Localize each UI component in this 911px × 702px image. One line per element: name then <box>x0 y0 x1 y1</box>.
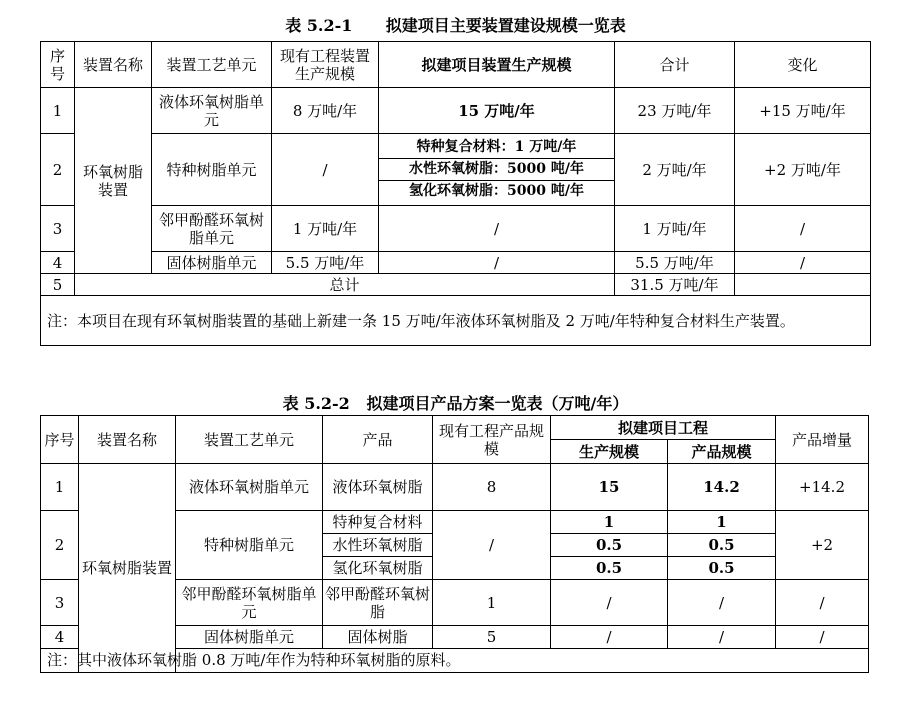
row-change: / <box>735 206 871 252</box>
table2-caption: 表 5.2-2 拟建项目产品方案一览表（万吨/年） <box>282 394 629 413</box>
row-existing: 8 <box>433 464 551 511</box>
row-change: +2 万吨/年 <box>735 134 871 206</box>
row-proposed: 15 万吨/年 <box>379 88 615 134</box>
header-device: 装置名称 <box>75 42 152 88</box>
row-product: 氢化环氧树脂 <box>323 557 433 580</box>
device-name: 环氧树脂装置 <box>79 464 176 673</box>
row-total: 23 万吨/年 <box>615 88 735 134</box>
row-unit: 特种树脂单元 <box>176 511 323 580</box>
row-product-scale: 1 <box>668 511 776 534</box>
row-proposed: / <box>379 252 615 274</box>
row-prod-scale: 1 <box>551 511 668 534</box>
table1-caption: 表 5.2-1 拟建项目主要装置建设规模一览表 <box>285 16 626 35</box>
row-prod-scale: 15 <box>551 464 668 511</box>
row-total: 31.5 万吨/年 <box>615 274 735 296</box>
row-existing: 5.5 万吨/年 <box>272 252 379 274</box>
row-product-scale: 0.5 <box>668 557 776 580</box>
row-product: 液体环氧树脂 <box>323 464 433 511</box>
device-name: 环氧树脂装置 <box>75 88 152 274</box>
row-seq: 3 <box>41 580 79 626</box>
row-proposed-multi <box>379 134 615 206</box>
row-total: 2 万吨/年 <box>615 134 735 206</box>
header-total: 合计 <box>615 42 735 88</box>
row-existing: 1 万吨/年 <box>272 206 379 252</box>
row-total: 5.5 万吨/年 <box>615 252 735 274</box>
header-unit: 装置工艺单元 <box>176 416 323 464</box>
row-seq: 1 <box>41 88 75 134</box>
row-existing: 5 <box>433 626 551 649</box>
row-unit: 邻甲酚醛环氧树脂单元 <box>176 580 323 626</box>
row-existing: 8 万吨/年 <box>272 88 379 134</box>
row-total: 1 万吨/年 <box>615 206 735 252</box>
header-unit: 装置工艺单元 <box>152 42 272 88</box>
header-increase: 产品增量 <box>776 416 869 464</box>
table-row <box>41 134 871 206</box>
total-label: 总计 <box>75 274 615 296</box>
header-device: 装置名称 <box>79 416 176 464</box>
header-seq: 序号 <box>41 42 75 88</box>
row-prod-scale: / <box>551 626 668 649</box>
row-proposed: / <box>379 206 615 252</box>
table2-product-plan <box>40 415 869 673</box>
row-unit: 固体树脂单元 <box>176 626 323 649</box>
table2-note: 注：其中液体环氧树脂 0.8 万吨/年作为特种环氧树脂的原料。 <box>41 649 869 673</box>
row-increase: +2 <box>776 511 869 580</box>
row-unit: 特种树脂单元 <box>152 134 272 206</box>
header-proposed: 拟建项目工程 <box>551 416 776 440</box>
row-change-empty <box>735 274 871 296</box>
row-unit: 液体环氧树脂单元 <box>176 464 323 511</box>
proposed-line: 氢化环氧树脂：5000 吨/年 <box>409 183 584 199</box>
table-row <box>41 252 871 274</box>
row-prod-scale: / <box>551 580 668 626</box>
row-change: / <box>735 252 871 274</box>
row-seq: 4 <box>41 252 75 274</box>
row-product-scale: 0.5 <box>668 534 776 557</box>
table1-note: 注：本项目在现有环氧树脂装置的基础上新建一条 15 万吨/年液体环氧树脂及 2 万吨/年特种复合材料生产装置。 <box>41 296 871 346</box>
header-existing: 现有工程装置生产规模 <box>272 42 379 88</box>
row-seq: 1 <box>41 464 79 511</box>
row-increase: +14.2 <box>776 464 869 511</box>
row-increase: / <box>776 626 869 649</box>
row-product-scale: 14.2 <box>668 464 776 511</box>
row-unit: 液体环氧树脂单元 <box>152 88 272 134</box>
row-product: 邻甲酚醛环氧树脂 <box>323 580 433 626</box>
row-seq: 3 <box>41 206 75 252</box>
row-product: 固体树脂 <box>323 626 433 649</box>
row-product: 特种复合材料 <box>323 511 433 534</box>
row-unit: 邻甲酚醛环氧树脂单元 <box>152 206 272 252</box>
row-existing: / <box>433 511 551 580</box>
row-seq: 4 <box>41 626 79 649</box>
row-prod-scale: 0.5 <box>551 534 668 557</box>
header-existing: 现有工程产品规模 <box>433 416 551 464</box>
row-existing: 1 <box>433 580 551 626</box>
row-existing: / <box>272 134 379 206</box>
row-product-scale: / <box>668 626 776 649</box>
row-prod-scale: 0.5 <box>551 557 668 580</box>
row-unit: 固体树脂单元 <box>152 252 272 274</box>
table-row <box>41 206 871 252</box>
header-prod-scale: 生产规模 <box>551 440 668 464</box>
table-row <box>41 88 871 134</box>
header-change: 变化 <box>735 42 871 88</box>
total-row <box>41 274 871 296</box>
row-change: +15 万吨/年 <box>735 88 871 134</box>
row-seq: 5 <box>41 274 75 296</box>
header-proposed: 拟建项目装置生产规模 <box>379 42 615 88</box>
row-increase: / <box>776 580 869 626</box>
proposed-line: 水性环氧树脂：5000 吨/年 <box>379 159 614 181</box>
header-product-scale: 产品规模 <box>668 440 776 464</box>
row-product-scale: / <box>668 580 776 626</box>
table1-construction-scale <box>40 41 871 346</box>
header-product: 产品 <box>323 416 433 464</box>
table-row <box>41 464 869 511</box>
row-seq: 2 <box>41 134 75 206</box>
row-seq: 2 <box>41 511 79 580</box>
proposed-line: 特种复合材料：1 万吨/年 <box>379 137 614 159</box>
header-seq: 序号 <box>41 416 79 464</box>
row-product: 水性环氧树脂 <box>323 534 433 557</box>
